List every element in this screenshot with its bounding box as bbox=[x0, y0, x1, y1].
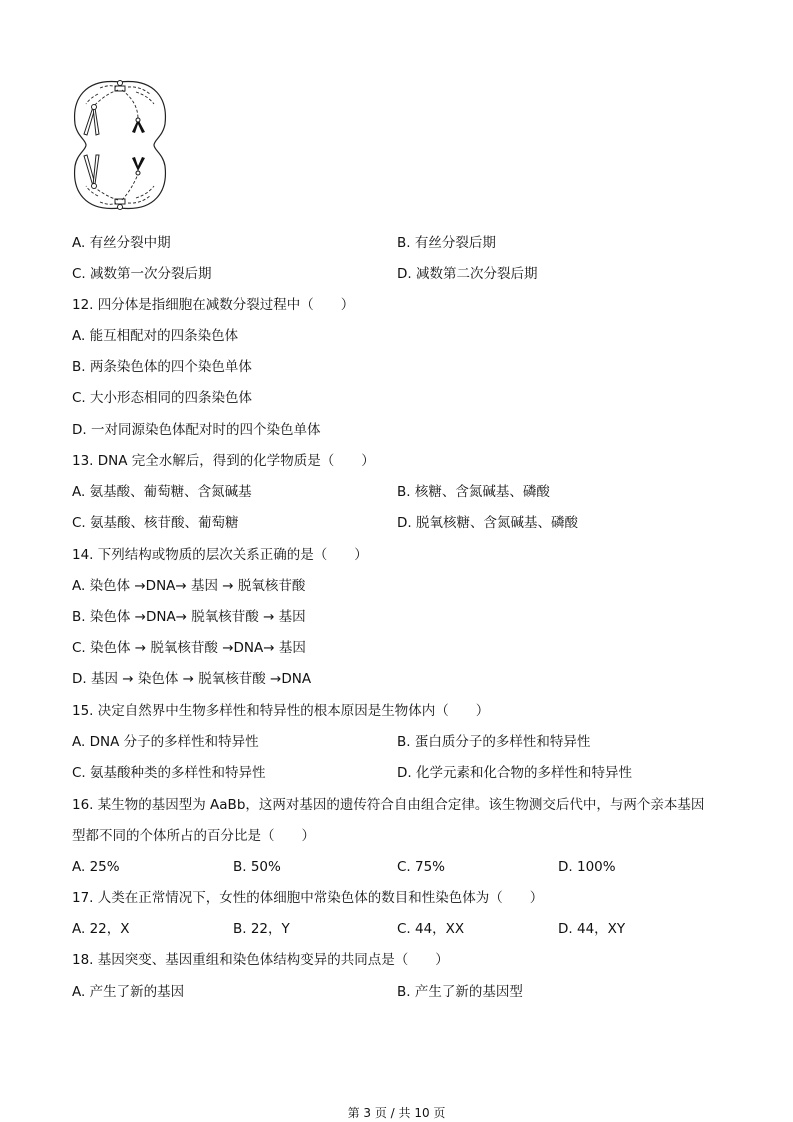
option-16b: B. 50% bbox=[233, 859, 281, 875]
option-17d: D. 44，XY bbox=[558, 921, 626, 937]
page-footer: 第 3 页 / 共 10 页 bbox=[347, 1106, 446, 1120]
option-15d: D. 化学元素和化合物的多样性和特异性 bbox=[397, 765, 632, 781]
option-15b: B. 蛋白质分子的多样性和特异性 bbox=[397, 734, 591, 750]
option-17a: A. 22，X bbox=[72, 921, 130, 937]
option-15a: A. DNA 分子的多样性和特异性 bbox=[72, 734, 259, 750]
option-14d: D. 基因 → 染色体 → 脱氧核苷酸 →DNA bbox=[72, 671, 312, 687]
option-13b: B. 核糖、含氮碱基、磷酸 bbox=[397, 484, 550, 500]
option-13d: D. 脱氧核糖、含氮碱基、磷酸 bbox=[397, 515, 578, 531]
option-18b: B. 产生了新的基因型 bbox=[397, 984, 523, 1000]
option-11a: A. 有丝分裂中期 bbox=[72, 235, 171, 251]
option-13c: C. 氨基酸、核苷酸、葡萄糖 bbox=[72, 515, 239, 531]
question-12: 12. 四分体是指细胞在减数分裂过程中（ ） bbox=[72, 297, 355, 313]
option-11b: B. 有丝分裂后期 bbox=[397, 235, 496, 251]
question-14: 14. 下列结构或物质的层次关系正确的是（ ） bbox=[72, 547, 368, 563]
option-12c: C. 大小形态相同的四条染色体 bbox=[72, 390, 253, 406]
question-13: 13. DNA 完全水解后，得到的化学物质是（ ） bbox=[72, 453, 375, 469]
option-16a: A. 25% bbox=[72, 859, 120, 875]
option-17c: C. 44，XX bbox=[397, 921, 465, 937]
option-12a: A. 能互相配对的四条染色体 bbox=[72, 328, 239, 344]
option-12b: B. 两条染色体的四个染色单体 bbox=[72, 359, 252, 375]
option-11c: C. 减数第一次分裂后期 bbox=[72, 266, 212, 282]
option-18a: A. 产生了新的基因 bbox=[72, 984, 185, 1000]
option-14a: A. 染色体 →DNA→ 基因 → 脱氧核苷酸 bbox=[72, 578, 306, 594]
option-14b: B. 染色体 →DNA→ 脱氧核苷酸 → 基因 bbox=[72, 609, 306, 625]
cell-division-figure bbox=[70, 74, 170, 216]
option-16c: C. 75% bbox=[397, 859, 446, 875]
question-17: 17. 人类在正常情况下，女性的体细胞中常染色体的数目和性染色体为（ ） bbox=[72, 890, 544, 906]
option-11d: D. 减数第二次分裂后期 bbox=[397, 266, 538, 282]
option-13a: A. 氨基酸、葡萄糖、含氮碱基 bbox=[72, 484, 252, 500]
option-17b: B. 22，Y bbox=[233, 921, 290, 937]
option-14c: C. 染色体 → 脱氧核苷酸 →DNA→ 基因 bbox=[72, 640, 306, 656]
question-18: 18. 基因突变、基因重组和染色体结构变异的共同点是（ ） bbox=[72, 952, 449, 968]
option-16d: D. 100% bbox=[558, 859, 616, 875]
question-16-line2: 型都不同的个体所占的百分比是（ ） bbox=[72, 828, 315, 844]
option-15c: C. 氨基酸种类的多样性和特异性 bbox=[72, 765, 266, 781]
question-15: 15. 决定自然界中生物多样性和特异性的根本原因是生物体内（ ） bbox=[72, 703, 490, 719]
question-16-line1: 16. 某生物的基因型为 AaBb，这两对基因的遗传符合自由组合定律。该生物测交后代中，与两个亲本基因 bbox=[72, 797, 705, 813]
option-12d: D. 一对同源染色体配对时的四个染色单体 bbox=[72, 422, 321, 438]
